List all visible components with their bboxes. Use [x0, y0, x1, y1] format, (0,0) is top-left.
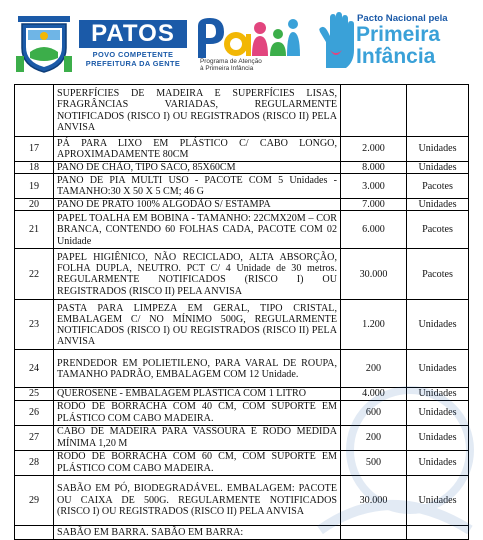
item-number: 22	[15, 249, 54, 300]
patos-subtitle-line2: PREFEITURA DA GENTE	[85, 58, 181, 68]
table-row	[15, 249, 469, 300]
item-quantity	[341, 85, 407, 137]
item-description: CABO DE MADEIRA PARA VASSOURA E RODO MEDIDA MÍNIMA 1,20 M	[54, 425, 341, 450]
item-unit: Unidades	[407, 350, 469, 388]
item-unit: Unidades	[407, 300, 469, 350]
table-row	[15, 525, 469, 539]
item-quantity: 1.200	[341, 300, 407, 350]
item-number: 27	[15, 425, 54, 450]
item-unit: Unidades	[407, 162, 469, 174]
item-description: PANO DE PIA MULTI USO - PACOTE COM 5 Unidades - TAMANHO:30 X 50 X 5 CM; 46 G	[54, 174, 341, 199]
item-number	[15, 85, 54, 137]
item-description: PRENDEDOR EM POLIETILENO, PARA VARAL DE ROUPA, TAMANHO PADRÃO, EMBALAGEM COM 12 Unidade.	[54, 350, 341, 388]
item-description: SABÃO EM PÓ, BIODEGRADÁVEL. EMBALAGEM: PACOTE OU CAIXA DE 500G. REGULARMENTE NOTIFICADOS (RISCO I) OU REGISTRADOS (RISCO II) PELA ANVISA	[54, 475, 341, 525]
item-number	[15, 525, 54, 539]
item-number: 29	[15, 475, 54, 525]
table-row	[15, 350, 469, 388]
item-number: 28	[15, 450, 54, 475]
item-number: 24	[15, 350, 54, 388]
table-row	[15, 162, 469, 174]
patos-subtitle-line1: POVO COMPETENTE	[92, 50, 174, 59]
patos-logo	[79, 20, 187, 70]
item-number: 19	[15, 174, 54, 199]
item-quantity: 4.000	[341, 388, 407, 400]
table-row	[15, 199, 469, 211]
table-row	[15, 174, 469, 199]
table-row	[15, 211, 469, 249]
item-number: 26	[15, 400, 54, 425]
item-quantity: 200	[341, 425, 407, 450]
table-row	[15, 475, 469, 525]
pai-caption-line2: à Primeira Infância	[200, 65, 254, 73]
item-unit: Unidades	[407, 388, 469, 400]
item-number: 23	[15, 300, 54, 350]
pacto-big-line2: Infância	[356, 45, 436, 68]
page-header	[0, 0, 483, 84]
item-number: 21	[15, 211, 54, 249]
raised-hand-icon	[318, 12, 354, 70]
table-row	[15, 85, 469, 137]
item-quantity: 3.000	[341, 174, 407, 199]
city-crest-icon	[16, 12, 72, 74]
item-unit: Unidades	[407, 400, 469, 425]
item-description: PAPEL HIGIÊNICO, NÃO RECICLADO, ALTA ABSORÇÃO, FOLHA DUPLA, NEUTRO. PCT C/ 4 Unidade de 30 metros. REGULARMENTE NOTIFICADOS (RISCO I) OU REGISTRADOS (RISCO II) PELA ANVISA	[54, 249, 341, 300]
item-quantity: 6.000	[341, 211, 407, 249]
item-description: PASTA PARA LIMPEZA EM GERAL, TIPO CRISTAL, EMBALAGEM C/ NO MÍNIMO 500G, REGULARMENTE NOTIFICADOS (RISCO I) OU REGISTRADOS (RISCO II) PELA ANVISA	[54, 300, 341, 350]
item-unit: Pacotes	[407, 211, 469, 249]
table-row	[15, 425, 469, 450]
item-description: RODO DE BORRACHA COM 60 CM, COM SUPORTE EM PLÁSTICO COM CABO MADEIRA.	[54, 450, 341, 475]
item-unit: Unidades	[407, 425, 469, 450]
item-unit: Pacotes	[407, 174, 469, 199]
item-number: 20	[15, 199, 54, 211]
item-unit: Unidades	[407, 199, 469, 211]
item-number: 18	[15, 162, 54, 174]
item-description: QUEROSENE - EMBALAGEM PLÁSTICA COM 1 LITRO	[54, 388, 341, 400]
item-quantity: 600	[341, 400, 407, 425]
table-row	[15, 450, 469, 475]
item-quantity: 8.000	[341, 162, 407, 174]
item-quantity: 30.000	[341, 475, 407, 525]
table-row	[15, 137, 469, 162]
item-description: SABÃO EM BARRA. SABÃO EM BARRA:	[54, 525, 341, 539]
items-table	[14, 84, 469, 540]
item-unit	[407, 525, 469, 539]
table-row	[15, 400, 469, 425]
item-number: 17	[15, 137, 54, 162]
item-quantity: 200	[341, 350, 407, 388]
item-quantity: 7.000	[341, 199, 407, 211]
item-number: 25	[15, 388, 54, 400]
item-description: PANO DE PRATO 100% ALGODÃO S/ ESTAMPA	[54, 199, 341, 211]
item-quantity: 500	[341, 450, 407, 475]
item-description: RODO DE BORRACHA COM 40 CM, COM SUPORTE EM PLÁSTICO COM CABO MADEIRA.	[54, 400, 341, 425]
item-quantity	[341, 525, 407, 539]
item-unit: Unidades	[407, 450, 469, 475]
pai-caption	[200, 58, 280, 72]
pai-caption-line1: Programa de Atenção	[200, 58, 262, 65]
item-quantity: 30.000	[341, 249, 407, 300]
patos-title: PATOS	[79, 20, 187, 48]
item-unit: Pacotes	[407, 249, 469, 300]
table-row	[15, 300, 469, 350]
item-unit	[407, 85, 469, 137]
item-description: PÁ PARA LIXO EM PLÁSTICO C/ CABO LONGO, APROXIMADAMENTE 80CM	[54, 137, 341, 162]
item-unit: Unidades	[407, 475, 469, 525]
patos-subtitle	[79, 51, 187, 68]
item-unit: Unidades	[407, 137, 469, 162]
pacto-title: Pacto Nacional pela	[357, 13, 448, 24]
item-description: SUPERFÍCIES DE MADEIRA E SUPERFÍCIES LISAS, FRAGRÂNCIAS VARIADAS, REGULARMENTE NOTIFICADOS (RISCO I) OU REGISTRADOS (RISCO II) PELA ANVISA	[54, 85, 341, 137]
pacto-big-line1: Primeira	[356, 23, 441, 46]
item-quantity: 2.000	[341, 137, 407, 162]
table-row	[15, 388, 469, 400]
item-description: PANO DE CHÃO, TIPO SACO, 85X60CM	[54, 162, 341, 174]
item-description: PAPEL TOALHA EM BOBINA - TAMANHO: 22CMX20M – COR BRANCA, CONTENDO 60 FOLHAS CADA, PACOTE COM 02 Unidade	[54, 211, 341, 249]
